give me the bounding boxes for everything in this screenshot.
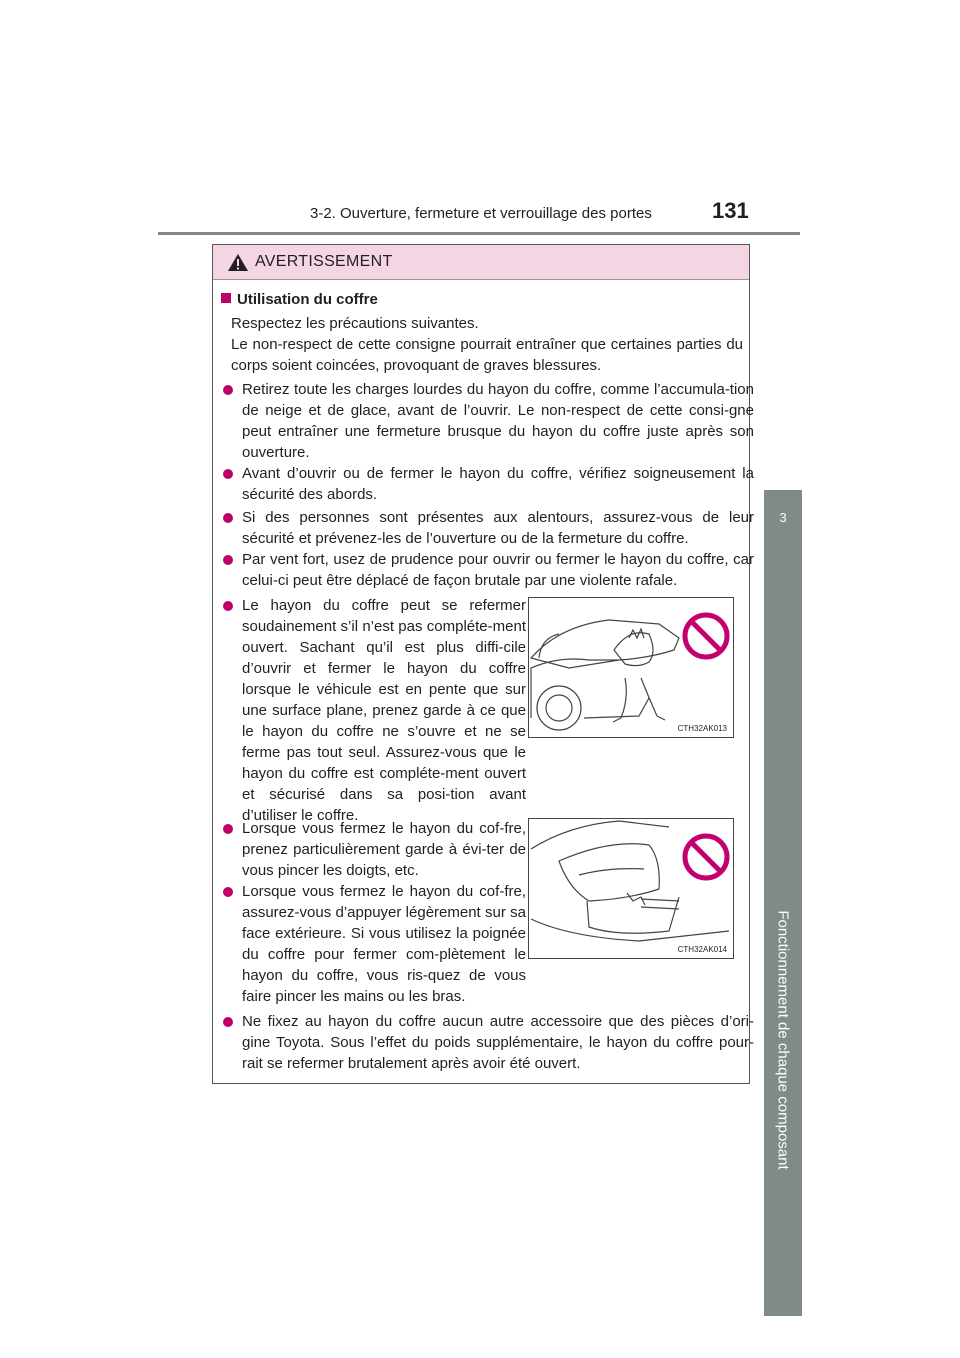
figure-code: CTH32AK014: [677, 945, 727, 954]
bullet-icon: [223, 385, 233, 395]
chapter-number: 3: [779, 510, 787, 525]
intro-paragraph: Le non-respect de cette consigne pourrait entraîner que certaines parties du corps soient coincées, provoquant de graves blessures.: [231, 336, 743, 374]
intro-line: Respectez les précautions suivantes.: [231, 315, 479, 332]
trunk-closing-illustration: [529, 819, 733, 958]
figure-open-trunk: [528, 597, 734, 738]
bullet-icon: [223, 601, 233, 611]
warning-box: AVERTISSEMENT Utilisation du coffre Respectez les précautions suivantes. Le non-respect de cette consigne pourrait entraîner que certaines parties du corps soient coincées, provoquant de graves blessures. Retirez toute les charges lourdes du hayon du coffre, comme l’accumula-tion de neige et de glace, avant de l’ouvrir. Le non-respect de cette consi-gne peut entraîner une fermeture brusque du hayon du coffre juste après son ouverture. Avant d’ouvrir ou de fermer le hayon du coffre, vérifiez soigneusement la sécurité des abords. Si des personnes sont présentes aux alentours, assurez-vous de leur sécurité et prévenez-les de l’ouverture ou de la fermeture du coffre. Par vent fort, usez de prudence pour ouvrir ou fermer le hayon du coffre, car celui-ci peut être déplacé de façon brutale par une violente rafale. Le hayon du coffre peut se refermer soudainement s’il n’est pas compléte-ment ouvert. Sachant qu’il est plus diffi-cile d’ouvrir et fermer le hayon du coffre lorsque le véhicule est en pente que sur une surface plane, prenez garde à ce que le hayon du coffre ne s’ouvre et ne se ferme pas tout seul. Assurez-vous que le hayon du coffre est compléte-ment ouvert et sécurisé dans sa posi-tion avant d’utiliser le coffre. Lorsque vous fermez le hayon du cof-fre, prenez particulièrement garde à évi-ter de vous pincer les doigts, etc. Lorsque vous fermez le hayon du cof-fre, assurez-vous d’appuyer légèrement sur sa face extérieure. Si vous utilisez la poignée du coffre pour fermer com-plètement le hayon du coffre, vous ris-quez de vous faire pincer les mains ou les bras. Ne fixez au hayon du coffre aucun autre accessoire que des pièces d’ori-gine Toyota. Sous l’effet du poids supplémentaire, le hayon du coffre pour-rait se refermer brutalement après avoir été ouvert. CTH32AK013 CTH32AK014: [212, 244, 750, 1084]
page-number: 131: [712, 198, 749, 223]
header-divider: [158, 232, 800, 235]
bullet-icon: [223, 887, 233, 897]
warning-label: AVERTISSEMENT: [255, 253, 393, 270]
figure-close-trunk: [528, 818, 734, 959]
bullet-icon: [223, 469, 233, 479]
square-bullet-icon: [221, 293, 231, 303]
header-title: 3-2. Ouverture, fermeture et verrouillage des portes: [310, 205, 652, 222]
chapter-label: Fonctionnement de chaque composant: [774, 910, 792, 1170]
warning-triangle-icon: [227, 253, 249, 272]
warning-header: [213, 245, 749, 280]
bullet-icon: [223, 555, 233, 565]
bullet-icon: [223, 824, 233, 834]
section-title: Utilisation du coffre: [221, 291, 378, 308]
chapter-side-tab: [764, 490, 802, 1316]
bullet-icon: [223, 1017, 233, 1027]
figure-code: CTH32AK013: [677, 724, 727, 733]
car-trunk-illustration: [529, 598, 733, 737]
bullet-icon: [223, 513, 233, 523]
